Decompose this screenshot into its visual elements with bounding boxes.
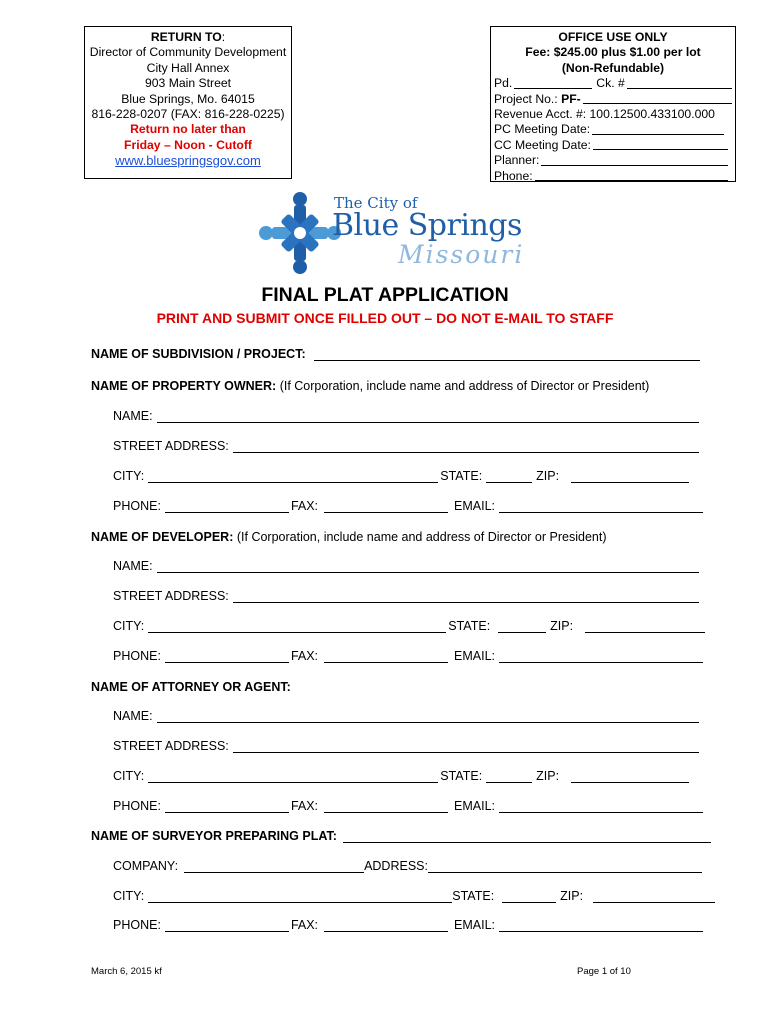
developer-city-field[interactable] — [148, 619, 446, 633]
project-row — [494, 92, 732, 107]
fax-label: FAX: — [290, 799, 319, 813]
return-line: 903 Main Street — [144, 76, 232, 91]
state-label: STATE: — [448, 619, 491, 633]
attorney-city-row — [113, 769, 689, 783]
email-label: EMAIL: — [454, 799, 496, 813]
surveyor-city-row — [113, 889, 715, 903]
surveyor-name-field[interactable] — [343, 829, 711, 843]
planner-row — [494, 153, 732, 168]
cc-blank[interactable] — [593, 138, 728, 150]
surveyor-email-field[interactable] — [499, 918, 703, 932]
phone-label: PHONE: — [113, 649, 161, 663]
city-label: CITY: — [113, 889, 145, 903]
name-label: NAME: — [113, 709, 153, 723]
return-line: 816-228-0207 (FAX: 816-228-0225) — [91, 107, 285, 122]
company-label: COMPANY: — [113, 859, 179, 873]
owner-phone-field[interactable] — [165, 499, 289, 513]
state-label: STATE: — [440, 469, 483, 483]
subdivision-label: NAME OF SUBDIVISION / PROJECT: — [91, 347, 306, 361]
zip-label: ZIP: — [536, 769, 560, 783]
developer-fax-field[interactable] — [324, 649, 448, 663]
owner-contact-row — [113, 499, 703, 513]
zip-label: ZIP: — [560, 889, 584, 903]
name-label: NAME: — [113, 559, 153, 573]
pc-blank[interactable] — [592, 122, 724, 134]
owner-state-field[interactable] — [486, 469, 532, 483]
cc-row — [494, 138, 732, 153]
city-label: CITY: — [113, 469, 145, 483]
attorney-zip-field[interactable] — [571, 769, 689, 783]
footer-page-number: Page 1 of 10 — [577, 966, 631, 977]
surveyor-company-field[interactable] — [184, 859, 364, 873]
office-use-box — [490, 26, 736, 182]
website-link[interactable]: www.bluespringsgov.com — [115, 153, 261, 169]
attorney-fax-field[interactable] — [324, 799, 448, 813]
owner-name-field[interactable] — [157, 409, 699, 423]
cc-label: CC Meeting Date: — [494, 137, 591, 152]
office-use-heading: OFFICE USE ONLY — [558, 30, 668, 44]
pd-label: Pd. — [494, 76, 513, 91]
developer-note: (If Corporation, include name and address of Director or President) — [236, 530, 607, 544]
street-label: STREET ADDRESS: — [113, 439, 229, 453]
surveyor-contact-row — [113, 918, 703, 932]
zip-label: ZIP: — [550, 619, 574, 633]
address-label: ADDRESS: — [364, 859, 428, 873]
owner-name-row — [113, 409, 699, 423]
street-label: STREET ADDRESS: — [113, 589, 229, 603]
email-label: EMAIL: — [454, 918, 496, 932]
owner-email-field[interactable] — [499, 499, 703, 513]
return-to-colon: : — [221, 30, 226, 44]
surveyor-phone-field[interactable] — [165, 918, 289, 932]
developer-phone-field[interactable] — [165, 649, 289, 663]
attorney-name-field[interactable] — [157, 709, 699, 723]
planner-label: Planner: — [494, 153, 540, 168]
city-label: CITY: — [113, 769, 145, 783]
owner-note: (If Corporation, include name and address of Director or President) — [279, 379, 650, 393]
email-label: EMAIL: — [454, 649, 496, 663]
attorney-name-row — [113, 709, 699, 723]
phone-label: PHONE: — [113, 918, 161, 932]
fax-label: FAX: — [290, 499, 319, 513]
subdivision-field[interactable] — [314, 347, 700, 361]
pd-blank[interactable] — [514, 76, 592, 88]
revenue-row — [494, 107, 732, 122]
state-label: STATE: — [452, 889, 495, 903]
project-prefix: PF- — [561, 91, 581, 106]
planner-blank[interactable] — [541, 153, 728, 165]
pd-row — [494, 76, 732, 91]
fee-line: Fee: $245.00 plus $1.00 per lot — [525, 45, 701, 60]
attorney-heading-row — [91, 680, 291, 694]
street-label: STREET ADDRESS: — [113, 739, 229, 753]
developer-street-row — [113, 589, 699, 603]
developer-zip-field[interactable] — [585, 619, 705, 633]
project-label: Project No.: — [494, 91, 558, 106]
page-subtitle: PRINT AND SUBMIT ONCE FILLED OUT – DO NOT E-MAIL TO STAFF — [156, 310, 614, 326]
surveyor-fax-field[interactable] — [324, 918, 448, 932]
owner-city-row — [113, 469, 689, 483]
deadline-line: Return no later than — [130, 122, 246, 137]
surveyor-heading-row — [91, 829, 711, 843]
project-blank[interactable] — [583, 92, 732, 104]
attorney-street-row — [113, 739, 699, 753]
zip-label: ZIP: — [536, 469, 560, 483]
owner-label: NAME OF PROPERTY OWNER: — [91, 379, 277, 393]
developer-city-row — [113, 619, 705, 633]
subdivision-row — [91, 347, 700, 361]
surveyor-company-row — [113, 859, 702, 873]
return-line: Director of Community Development — [89, 45, 287, 60]
pc-row — [494, 122, 732, 137]
name-label: NAME: — [113, 409, 153, 423]
surveyor-zip-field[interactable] — [593, 889, 715, 903]
blue-springs-logo — [258, 192, 538, 274]
attorney-state-field[interactable] — [486, 769, 532, 783]
fax-label: FAX: — [290, 918, 319, 932]
pc-label: PC Meeting Date: — [494, 122, 591, 137]
attorney-city-field[interactable] — [148, 769, 438, 783]
developer-street-field[interactable] — [233, 589, 699, 603]
owner-street-row — [113, 439, 699, 453]
logo-the-city-of: The City of — [334, 194, 418, 212]
developer-contact-row — [113, 649, 703, 663]
attorney-street-field[interactable] — [233, 739, 699, 753]
developer-name-row — [113, 559, 699, 573]
city-label: CITY: — [113, 619, 145, 633]
owner-zip-field[interactable] — [571, 469, 689, 483]
surveyor-address-field[interactable] — [428, 859, 702, 873]
return-to-heading: RETURN TO — [150, 30, 222, 44]
office-phone-blank[interactable] — [535, 169, 728, 181]
surveyor-state-field[interactable] — [502, 889, 556, 903]
ck-blank[interactable] — [627, 76, 732, 88]
state-label: STATE: — [440, 769, 483, 783]
office-phone-label: Phone: — [494, 168, 533, 183]
owner-city-field[interactable] — [148, 469, 438, 483]
return-line: Blue Springs, Mo. 64015 — [121, 91, 255, 106]
attorney-label: NAME OF ATTORNEY OR AGENT: — [91, 680, 291, 694]
owner-street-field[interactable] — [233, 439, 699, 453]
footer-date: March 6, 2015 kf — [91, 966, 162, 977]
ck-label: Ck. # — [596, 76, 625, 91]
developer-name-field[interactable] — [157, 559, 699, 573]
phone-label: PHONE: — [113, 499, 161, 513]
phone-label: PHONE: — [113, 799, 161, 813]
surveyor-city-field[interactable] — [148, 889, 452, 903]
owner-heading-row — [91, 379, 649, 393]
owner-fax-field[interactable] — [324, 499, 448, 513]
developer-email-field[interactable] — [499, 649, 703, 663]
attorney-contact-row — [113, 799, 703, 813]
logo-name: Blue Springs — [332, 208, 522, 243]
page-title: FINAL PLAT APPLICATION — [261, 284, 509, 306]
attorney-phone-field[interactable] — [165, 799, 289, 813]
developer-heading-row — [91, 530, 606, 544]
phone-row — [494, 169, 732, 184]
return-line: City Hall Annex — [146, 60, 230, 75]
nonrefundable-line: (Non-Refundable) — [561, 60, 665, 75]
logo-state: Missouri — [398, 240, 525, 269]
fax-label: FAX: — [290, 649, 319, 663]
return-to-box — [84, 26, 292, 179]
attorney-email-field[interactable] — [499, 799, 703, 813]
surveyor-label: NAME OF SURVEYOR PREPARING PLAT: — [91, 829, 337, 843]
revenue-label: Revenue Acct. #: 100.12500.433100.000 — [494, 107, 715, 122]
deadline-line: Friday – Noon - Cutoff — [124, 137, 252, 152]
email-label: EMAIL: — [454, 499, 496, 513]
developer-label: NAME OF DEVELOPER: — [91, 530, 234, 544]
developer-state-field[interactable] — [498, 619, 546, 633]
